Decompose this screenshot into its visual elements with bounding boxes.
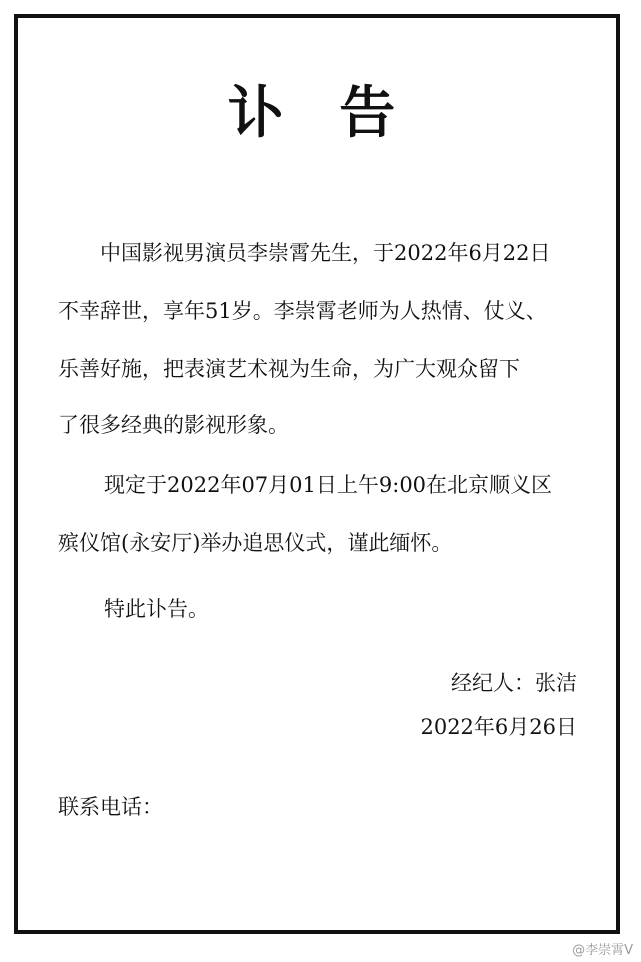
paragraph1-line2: 不幸辞世，享年51岁。李崇霄老师为人热情、仗义、 bbox=[58, 299, 547, 323]
signature: 经纪人：张洁 bbox=[451, 671, 577, 695]
closing-line: 特此讣告。 bbox=[104, 597, 209, 621]
document-date: 2022年6月26日 bbox=[420, 715, 577, 739]
paragraph1-line1: 中国影视男演员李崇霄先生，于2022年6月22日 bbox=[100, 241, 551, 265]
watermark: @李崇霄V bbox=[572, 943, 633, 958]
document-title: 讣 告 bbox=[227, 80, 414, 146]
paragraph2-line2: 殡仪馆(永安厅)举办追思仪式，谨此缅怀。 bbox=[58, 531, 453, 555]
paragraph2-line1: 现定于2022年07月01日上午9:00在北京顺义区 bbox=[104, 473, 553, 497]
paragraph1-line4: 了很多经典的影视形象。 bbox=[58, 413, 289, 437]
contact-label: 联系电话： bbox=[58, 795, 163, 819]
paragraph1-line3: 乐善好施，把表演艺术视为生命，为广大观众留下 bbox=[58, 357, 520, 381]
